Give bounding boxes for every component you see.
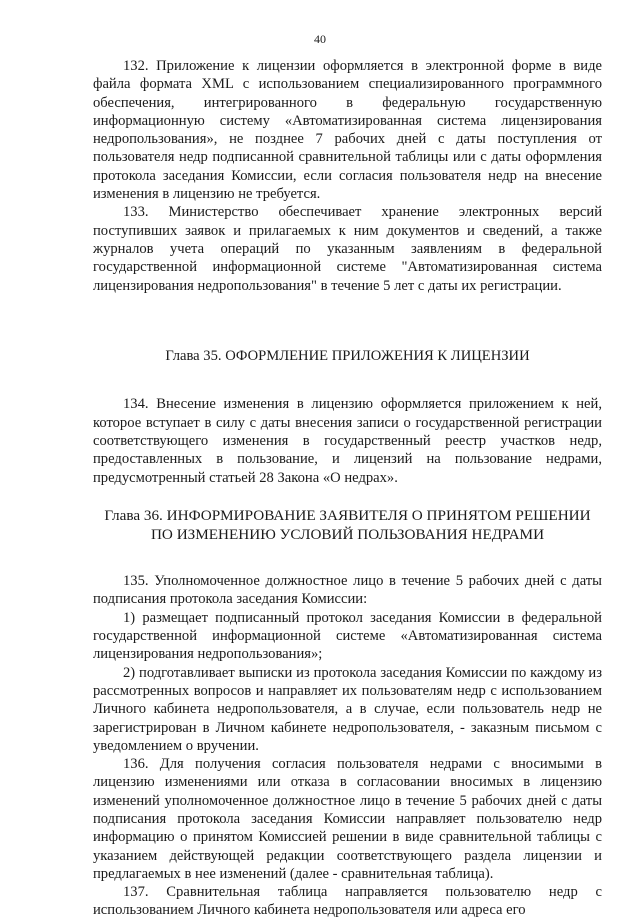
paragraph-137: 137. Сравнительная таблица направляется пользователю недр с использованием Личного кабинета недропользователя или адреса его	[93, 884, 602, 919]
paragraph-132: 132. Приложение к лицензии оформляется в электронной форме в виде файла формата XML с использованием специализированного программного обеспечения, интегрированного в федеральную государственную информационную систему «Автоматизированная система лицензирования недропользования», не позднее 7 рабочих дней с даты поступления от пользователя недр подписанной сравнительной таблицы или с даты оформления протокола заседания Комиссии, если согласия пользователя недр на внесение изменения в лицензию не требуется.	[93, 58, 602, 203]
paragraph-136: 136. Для получения согласия пользователя недрами с вносимыми в лицензию изменениями или отказа в согласовании вносимых в лицензию изменений уполномоченное должностное лицо в течение 5 рабочих дней с даты подписания протокола заседания Комиссии направляет пользователю недр информацию о принятом Комиссией решении в виде сравнительной таблицы с указанием действующей редакции соответствующего раздела лицензии и предлагаемых в нее изменений (далее - сравнительная таблица).	[93, 756, 602, 882]
paragraph-135-item-1: 1) размещает подписанный протокол заседания Комиссии в федеральной государственной информационной системе «Автоматизированная система лицензирования недропользования»;	[93, 609, 602, 663]
paragraph-133: 133. Министерство обеспечивает хранение электронных версий поступивших заявок и прилагаемых к ним документов и сведений, а также журналов учета операций по указанным заявлениям в федеральной государственной информационной системе "Автоматизированная система лицензирования недропользования" в течение 5 лет с даты их регистрации.	[93, 204, 602, 294]
paragraph-135-item-2: 2) подготавливает выписки из протокола заседания Комиссии по каждому из рассмотренных вопросов и направляет их пользователям недр с использованием Личного кабинета недропользователя, а в случае, если пользователь недр не зарегистрирован в Личном кабинете недропользователя, - заказным письмом с уведомлением о вручении.	[93, 664, 602, 754]
chapter-36-heading	[93, 507, 602, 544]
paragraph-135: 135. Уполномоченное должностное лицо в течение 5 рабочих дней с даты подписания протокола заседания Комиссии:	[93, 573, 602, 608]
paragraph-134: 134. Внесение изменения в лицензию оформляется приложением к ней, которое вступает в силу с даты внесения записи о государственной регистрации соответствующего изменения в государственный реестр участков недр, предоставленных в пользование, и лицензий на пользование недрами, предусмотренный статьей 28 Закона «О недрах».	[93, 396, 602, 486]
chapter-35-heading: Глава 35. ОФОРМЛЕНИЕ ПРИЛОЖЕНИЯ К ЛИЦЕНЗИИ	[165, 347, 530, 364]
chapter-36-heading-line-1: Глава 36. ИНФОРМИРОВАНИЕ ЗАЯВИТЕЛЯ О ПРИНЯТОМ РЕШЕНИИ	[104, 506, 591, 524]
document-body	[93, 57, 602, 920]
page-number: 40	[314, 32, 326, 46]
chapter-36-heading-line-2: ПО ИЗМЕНЕНИЮ УСЛОВИЙ ПОЛЬЗОВАНИЯ НЕДРАМИ	[150, 525, 545, 543]
